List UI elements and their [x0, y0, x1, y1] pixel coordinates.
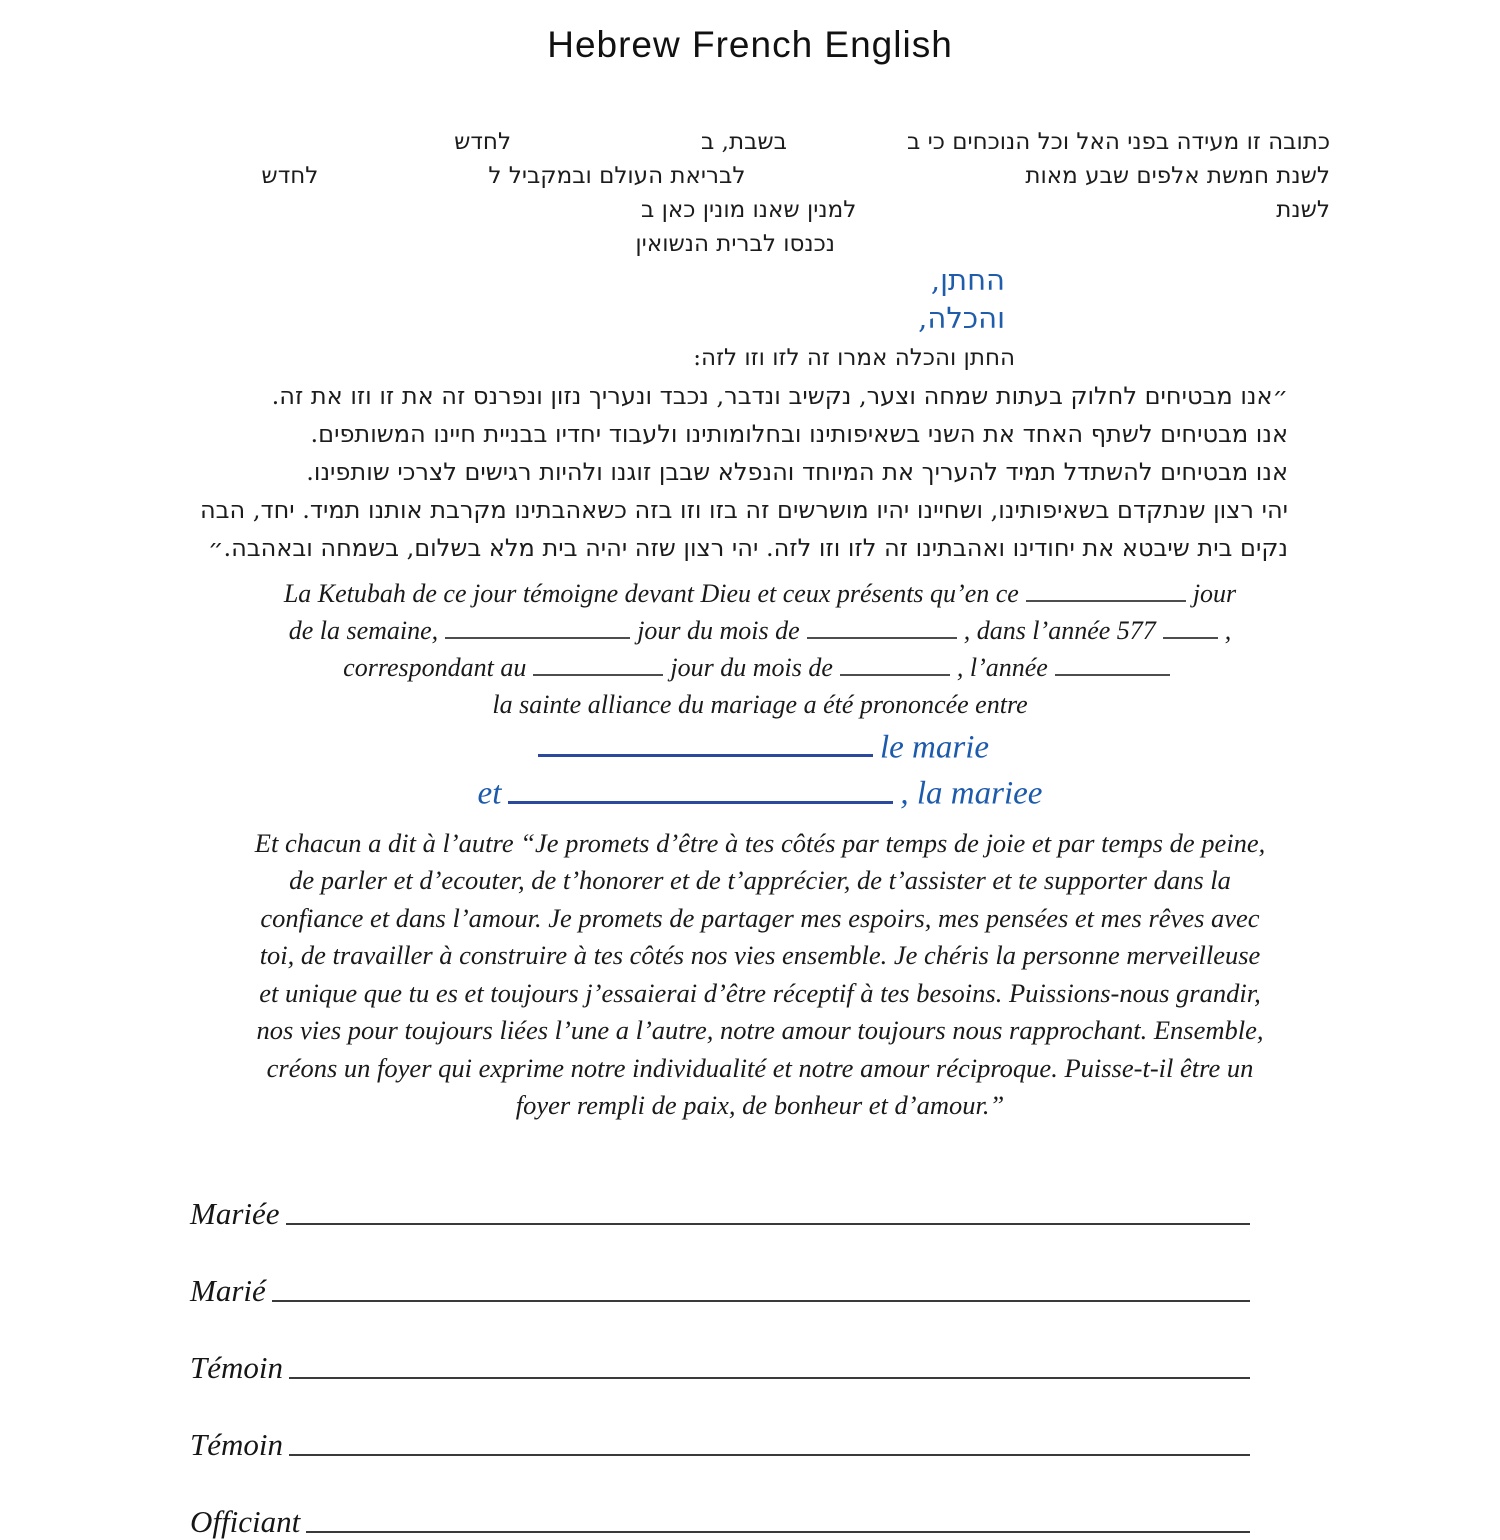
french-text-segment: jour: [1192, 579, 1237, 608]
signature-label: Témoin: [190, 1426, 283, 1462]
hebrew-vow-line: ״אנו מבטיחים לחלוק בעתות שמחה וצער, נקשיב ונדבר, נכבד ונעריך נזון ונפרנס זה את זו וזו את זה.: [271, 382, 1288, 410]
hebrew-bride-word: והכלה,: [918, 301, 1005, 335]
french-vows-paragraph: [190, 825, 1330, 1125]
french-date-line-4: la sainte alliance du mariage a été prononcée entre: [492, 690, 1028, 719]
groom-label: le marie: [879, 729, 990, 766]
hebrew-vow-line: יהי רצון שנתקדם בשאיפותינו, ושחיינו יהיו מושרשים זה בזו וזו בזה כשאהבתינו מקרבת אותנו תמיד. יחד, הבה: [199, 496, 1288, 524]
bride-name-blank: [508, 769, 893, 803]
french-vow-line: de parler et d’ecouter, de t’honorer et de t’apprécier, de t’assister et te supporter dans la: [289, 865, 1231, 896]
french-vow-line: foyer rempli de paix, de bonheur et d’amour.”: [515, 1090, 1005, 1121]
blank-day-of-month: [445, 612, 630, 639]
hebrew-date-line-2: [190, 159, 1330, 193]
signature-block: [190, 1155, 1330, 1540]
hebrew-fill-blank: [511, 148, 701, 149]
signature-row-officiant: [190, 1463, 1330, 1540]
signature-line-witness-1: [289, 1377, 1250, 1379]
french-date-section: [190, 575, 1330, 723]
french-vow-line: et unique que tu es et toujours j’essaierai d’être réceptif à tes besoins. Puissions-nous grandir,: [259, 977, 1261, 1008]
groom-name-row: [190, 723, 1330, 769]
french-vow-line: nos vies pour toujours liées l’une a l’autre, notre amour toujours nous rapprochant. Ensemble,: [256, 1015, 1264, 1046]
hebrew-text-segment: לשנת חמשת אלפים שבע מאות: [1025, 163, 1330, 189]
bride-prefix: et: [477, 775, 502, 812]
hebrew-date-line-4: נכנסו לברית הנשואין: [635, 231, 835, 257]
hebrew-text-segment: בשבת, ב: [701, 129, 787, 155]
french-date-line-1: [190, 575, 1330, 612]
hebrew-vow-line: אנו מבטיחים לשתף האחד את השני בשאיפותינו ובחלומותינו ולעבוד יחדיו בבניית חיינו המשותפים.: [310, 420, 1288, 448]
blank-civil-day: [533, 649, 663, 676]
french-text-segment: jour du mois de: [637, 616, 800, 645]
hebrew-said-line: החתן והכלה אמרו זה לזו וזו לזה:: [693, 345, 1015, 371]
hebrew-fill-blank: [745, 182, 1025, 183]
french-text-segment: , l’année: [956, 653, 1048, 682]
hebrew-vow-line: אנו מבטיחים להשתדל תמיד להעריך את המיוחד והנפלא שבבן זוגנו ולהיות רגישים לצרכי שותפינו.: [306, 458, 1288, 486]
hebrew-text-segment: לבריאת העולם ובמקביל ל: [488, 163, 746, 189]
hebrew-date-line-3: [190, 193, 1330, 227]
french-text-segment: correspondant au: [343, 653, 527, 682]
ketubah-document: [190, 105, 1330, 1540]
groom-name-blank: [538, 723, 873, 757]
signature-row-bride: [190, 1155, 1330, 1232]
page-title: Hebrew French English: [547, 24, 953, 65]
french-vow-line: créons un foyer qui exprime notre individualité et notre amour réciproque. Puisse-t-il être un: [266, 1052, 1254, 1083]
signature-label: Officiant: [190, 1503, 301, 1539]
hebrew-groom-word: החתן,: [930, 263, 1005, 297]
hebrew-text-segment: לחדש: [261, 163, 319, 189]
bride-name-row: [190, 769, 1330, 816]
french-text-segment: ,: [1224, 616, 1232, 645]
hebrew-fill-blank: [787, 148, 907, 149]
signature-label: Marié: [190, 1272, 266, 1308]
hebrew-date-line-1: [190, 125, 1330, 159]
blank-hebrew-year: [1163, 612, 1218, 639]
blank-day-of-week: [1026, 575, 1186, 602]
hebrew-text-segment: כתובה זו מעידה בפני האל וכל הנוכחים כי ב: [906, 129, 1330, 155]
blank-civil-year: [1055, 649, 1170, 676]
hebrew-vows-paragraph: [190, 377, 1330, 567]
french-vow-line: toi, de travailler à construire à tes côtés nos vies ensemble. Je chéris la personne merveilleuse: [259, 940, 1261, 971]
signature-row-witness-1: [190, 1309, 1330, 1386]
signature-line-groom: [272, 1300, 1250, 1302]
signature-row-groom: [190, 1232, 1330, 1309]
signature-line-bride: [286, 1223, 1250, 1225]
french-vow-line: Et chacun a dit à l’autre “Je promets d’être à tes côtés par temps de joie et par temps de peine,: [254, 827, 1266, 858]
french-date-line-2: [190, 612, 1330, 649]
hebrew-fill-blank: [318, 182, 488, 183]
french-date-line-3: [190, 649, 1330, 686]
signature-label: Mariée: [190, 1195, 280, 1231]
bride-label: , la mariee: [900, 775, 1043, 812]
french-text-segment: La Ketubah de ce jour témoigne devant Dieu et ceux présents qu’en ce: [283, 579, 1019, 608]
signature-row-witness-2: [190, 1386, 1330, 1463]
signature-label: Témoin: [190, 1349, 283, 1385]
hebrew-text-segment: לחדש: [454, 129, 512, 155]
blank-civil-month: [840, 649, 950, 676]
hebrew-text-segment: לשנת: [1276, 197, 1330, 223]
signature-line-officiant: [306, 1531, 1250, 1533]
french-vow-line: confiance et dans l’amour. Je promets de partager mes espoirs, mes pensées et mes rêves avec: [260, 902, 1260, 933]
signature-line-witness-2: [289, 1454, 1250, 1456]
french-text-segment: jour du mois de: [670, 653, 833, 682]
blank-hebrew-month: [807, 612, 957, 639]
french-text-segment: de la semaine,: [288, 616, 439, 645]
hebrew-vow-line: נקים בית שיבטא את יחודינו ואהבתינו זה לזו וזו לזה. יהי רצון שזה יהיה בית מלא בשלום, בשמחה ובאהבה.״: [208, 534, 1288, 562]
french-text-segment: , dans l’année 577: [963, 616, 1156, 645]
hebrew-fill-blank: [856, 216, 1276, 217]
hebrew-text-segment: למנין שאנו מונין כאן ב: [640, 197, 857, 223]
